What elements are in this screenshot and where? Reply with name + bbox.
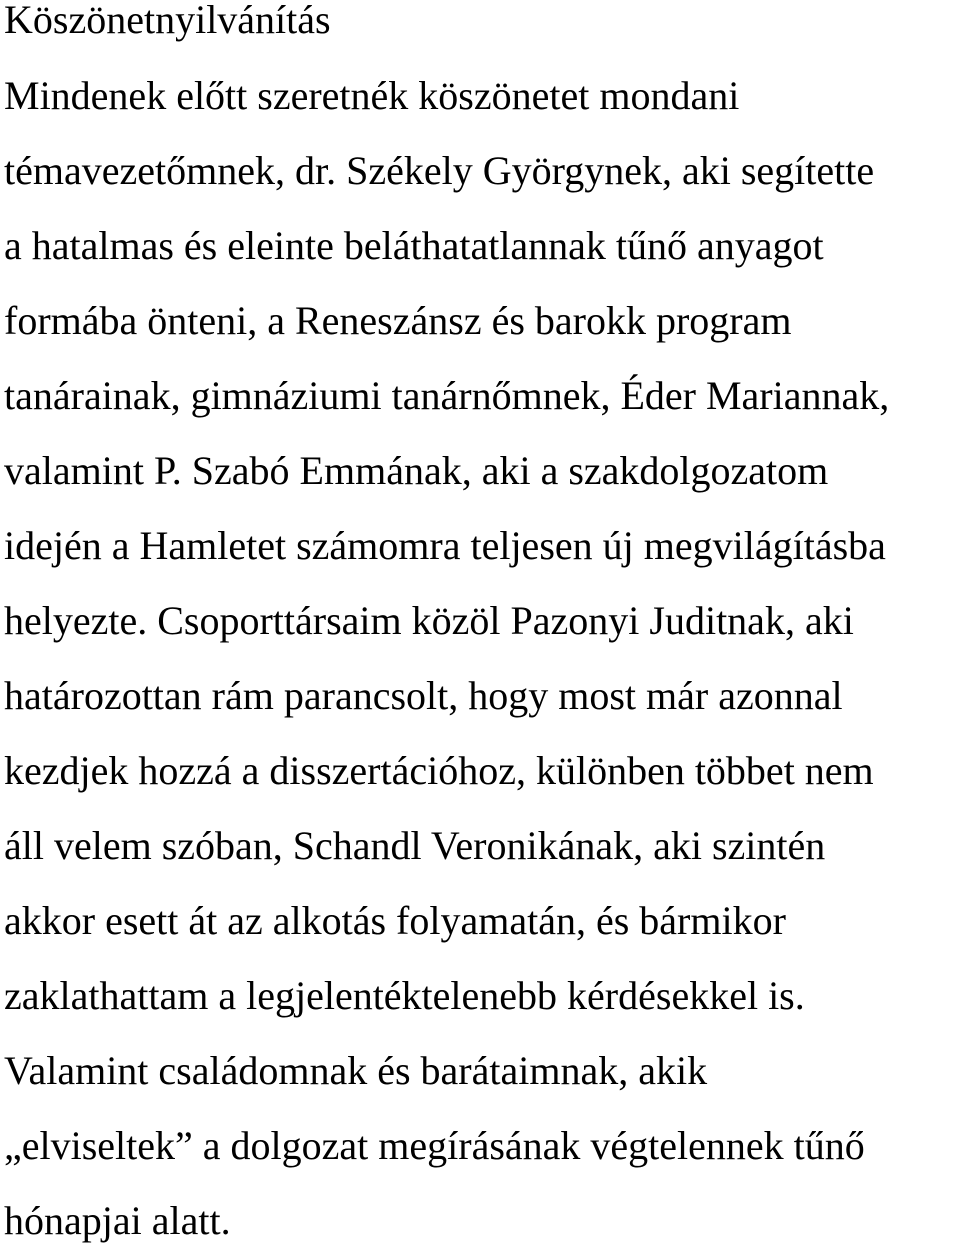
text-line: áll velem szóban, Schandl Veronikának, aki szintén xyxy=(4,823,826,868)
text-line: akkor esett át az alkotás folyamatán, és bármikor xyxy=(4,898,786,943)
text-line: a hatalmas és eleinte beláthatatlannak tűnő anyagot xyxy=(4,223,824,268)
text-line: hónapjai alatt. xyxy=(4,1198,231,1243)
text-line: határozottan rám parancsolt, hogy most már azonnal xyxy=(4,673,843,718)
text-line: idején a Hamletet számomra teljesen új megvilágításba xyxy=(4,523,886,568)
text-line: valamint P. Szabó Emmának, aki a szakdolgozatom xyxy=(4,448,829,493)
text-line: tanárainak, gimnáziumi tanárnőmnek, Éder Mariannak, xyxy=(4,373,890,418)
text-line: „elviseltek” a dolgozat megírásának végtelennek tűnő xyxy=(4,1123,865,1168)
text-line: formába önteni, a Reneszánsz és barokk program xyxy=(4,298,792,343)
page-heading: Köszönetnyilvánítás xyxy=(4,0,331,42)
text-line: témavezetőmnek, dr. Székely Györgynek, aki segítette xyxy=(4,148,875,193)
text-line: Mindenek előtt szeretnék köszönetet mondani xyxy=(4,73,740,118)
text-line: Valamint családomnak és barátaimnak, akik xyxy=(4,1048,708,1093)
text-line: kezdjek hozzá a disszertációhoz, különben többet nem xyxy=(4,748,874,793)
text-line: helyezte. Csoporttársaim közöl Pazonyi Juditnak, aki xyxy=(4,598,854,643)
text-line: zaklathattam a legjelentéktelenebb kérdésekkel is. xyxy=(4,973,805,1018)
